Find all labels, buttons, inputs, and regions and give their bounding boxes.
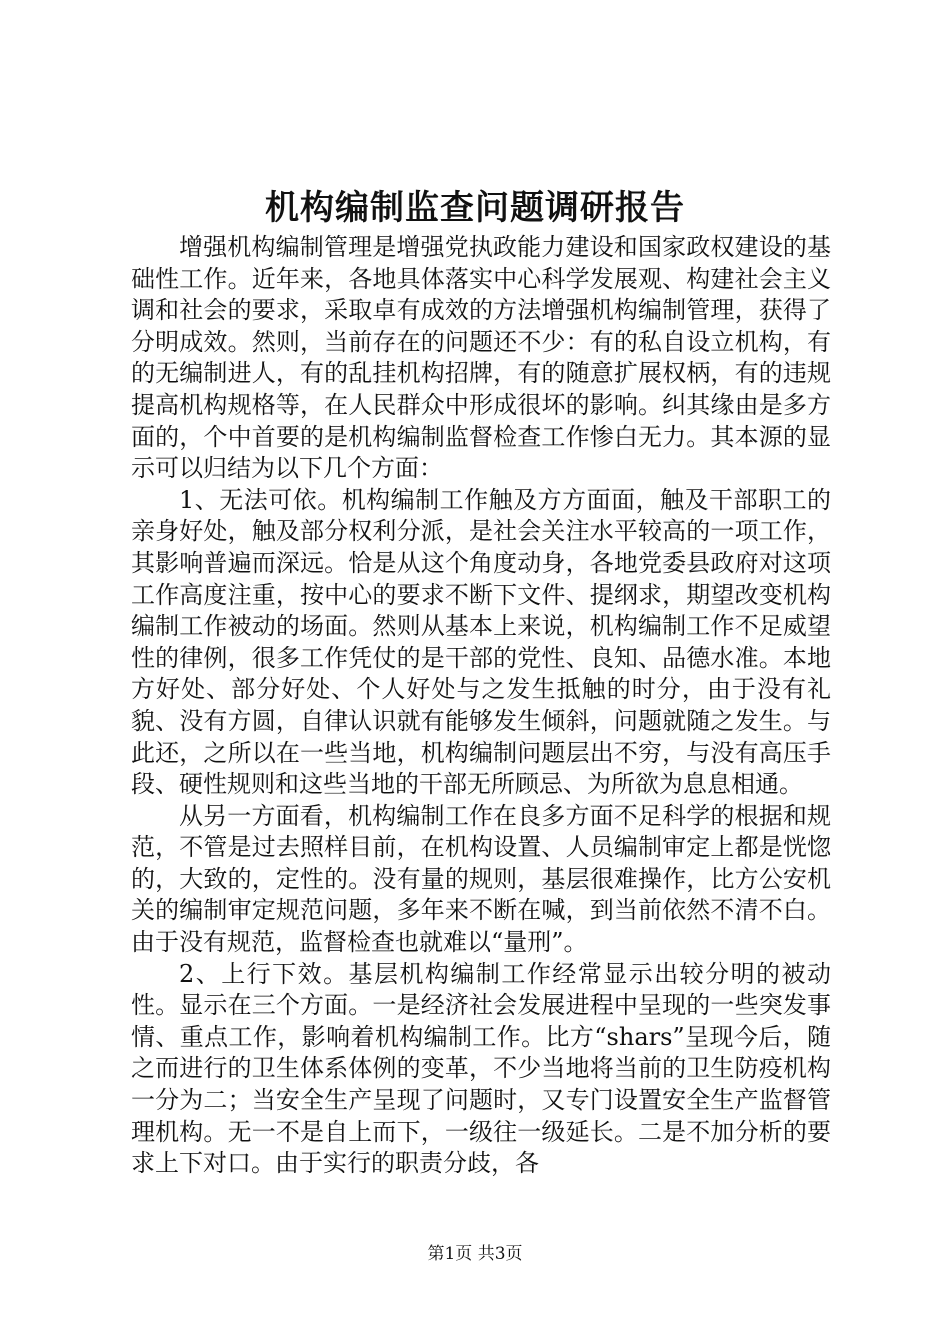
- page-footer: 第1页 共3页: [427, 1244, 523, 1264]
- paragraph-section-2: 2、上行下效。基层机构编制工作经常显示出较分明的被动性。显示在三个方面。一是经济社会发展进程中呈现的一些突发事情、重点工作，影响着机构编制工作。比方“shars”呈现今后，随之而进行的卫生体系体例的变革，不少当地将当前的卫生防疫机构一分为二；当安全生产呈现了问题时，又专门设置安全生产监督管理机构。无一不是自上而下，一级往一级延长。二是不加分析的要求上下对口。由于实行的职责分歧，各: [131, 959, 831, 1178]
- paragraph-intro: 增强机构编制管理是增强党执政能力建设和国家政权建设的基础性工作。近年来，各地具体落实中心科学发展观、构建社会主义调和社会的要求，采取卓有成效的方法增强机构编制管理，获得了分明成效。然则，当前存在的问题还不少：有的私自设立机构，有的无编制进人，有的乱挂机构招牌，有的随意扩展权柄，有的违规提高机构规格等，在人民群众中形成很坏的影响。纠其缘由是多方面的，个中首要的是机构编制监督检查工作惨白无力。其本源的显示可以归结为以下几个方面：: [131, 233, 831, 483]
- document-body: [131, 232, 831, 1180]
- paragraph-section-1: 1、无法可依。机构编制工作触及方方面面，触及干部职工的亲身好处，触及部分权利分派，是社会关注水平较高的一项工作，其影响普遍而深远。恰是从这个角度动身，各地党委县政府对这项工作高度注重，按中心的要求不断下文件、提纲求，期望改变机构编制工作被动的场面。然则从基本上来说，机构编制工作不足威望性的律例，很多工作凭仗的是干部的党性、良知、品德水准。本地方好处、部分好处、个人好处与之发生抵触的时分，由于没有礼貌、没有方圆，自律认识就有能够发生倾斜，问题就随之发生。与此还，之所以在一些当地，机构编制问题层出不穷，与没有高压手段、硬性规则和这些当地的干部无所顾忌、为所欲为息息相通。: [131, 485, 831, 799]
- paragraph-section-1-continued: 从另一方面看，机构编制工作在良多方面不足科学的根据和规范，不管是过去照样目前，在机构设置、人员编制审定上都是恍惚的，大致的，定性的。没有量的规则，基层很难操作，比方公安机关的编制审定规范问题，多年来不断在喊，到当前依然不清不白。由于没有规范，监督检查也就难以“量刑”。: [131, 801, 831, 957]
- document-title: 机构编制监查问题调研报告: [265, 188, 685, 228]
